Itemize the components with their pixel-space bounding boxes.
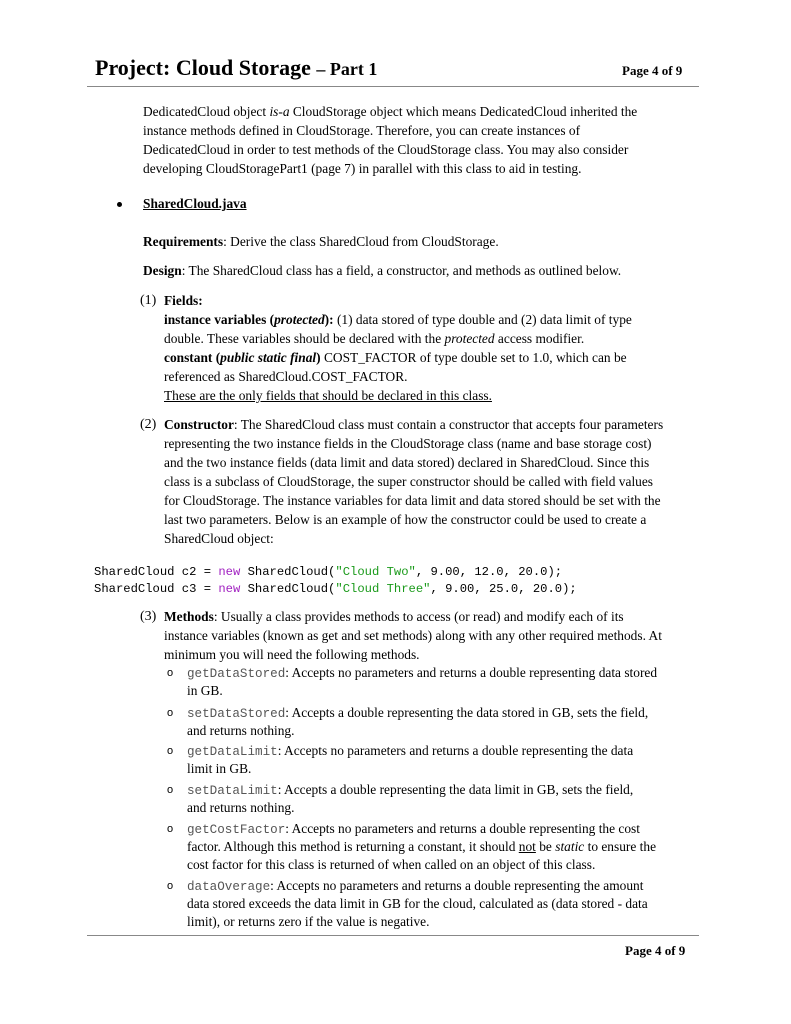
method-item-setDataLimit-cont: and returns nothing. [187,800,295,815]
methods-number: (3) [140,609,157,624]
method-item-dataOverage: dataOverage: Accepts no parameters and returns a double representing the amount [187,878,644,894]
code-line-c3: SharedCloud c3 = new SharedCloud("Cloud Three", 9.00, 25.0, 20.0); [94,582,577,596]
fields-line-5: These are the only fields that should be declared in this class. [164,388,492,403]
fields-line-3: constant (public static final) COST_FACTOR of type double set to 1.0, which can be [164,350,627,365]
method-item-setDataStored: setDataStored: Accepts a double representing the data stored in GB, sets the field, [187,705,649,721]
requirements-line: Requirements: Derive the class SharedCloud from CloudStorage. [143,234,499,249]
intro-line-2: instance methods defined in CloudStorage. Therefore, you can create instances of [143,123,581,138]
method-item-getDataLimit-cont: limit in GB. [187,761,252,776]
method-item-dataOverage-cont-2: limit), or returns zero if the value is negative. [187,914,430,929]
list-bullet: o [167,745,174,757]
intro-line-4: developing CloudStoragePart1 (page 7) in parallel with this class to aid in testing. [143,161,582,176]
section-bullet [117,202,122,207]
method-item-setDataStored-cont: and returns nothing. [187,723,295,738]
method-item-getCostFactor-cont-1: factor. Although this method is returning a constant, it should not be static to ensure the [187,839,657,854]
page-title-part: – Part 1 [316,59,378,79]
methods-line-1: Methods: Usually a class provides methods to access (or read) and modify each of its [164,609,624,624]
constructor-line-5: for CloudStorage. The instance variables for data limit and data stored should be set with the [164,493,661,508]
fields-number: (1) [140,293,157,308]
list-bullet: o [167,667,174,679]
design-line: Design: The SharedCloud class has a field, a constructor, and methods as outlined below. [143,263,622,278]
page-title: Project: Cloud Storage – Part 1 [95,55,378,80]
method-item-getDataStored-cont: in GB. [187,683,223,698]
method-item-getDataLimit: getDataLimit: Accepts no parameters and returns a double representing the data [187,743,634,759]
header-rule [87,86,699,87]
constructor-line-6: last two parameters. Below is an example of how the constructor could be used to create a [164,512,647,527]
footer-rule [87,935,699,936]
fields-line-1: instance variables (protected): (1) data stored of type double and (2) data limit of type [164,312,632,327]
method-item-setDataLimit: setDataLimit: Accepts a double representing the data limit in GB, sets the field, [187,782,634,798]
constructor-line-2: representing the two instance fields in the CloudStorage class (name and base storage cost) [164,436,652,451]
code-line-c2: SharedCloud c2 = new SharedCloud("Cloud Two", 9.00, 12.0, 20.0); [94,565,563,579]
method-item-getCostFactor: getCostFactor: Accepts no parameters and returns a double representing the cost [187,821,640,837]
method-item-dataOverage-cont-1: data stored exceeds the data limit in GB for the cloud, calculated as (data stored - data [187,896,648,911]
keyword-new: new [218,565,241,579]
constructor-line-1: Constructor: The SharedCloud class must contain a constructor that accepts four parameters [164,417,664,432]
constructor-line-3: and the two instance fields (data limit and data stored) declared in SharedCloud. Since this [164,455,650,470]
fields-heading: Fields: [164,293,203,308]
string-literal: "Cloud Two" [335,565,416,579]
intro-line-1: DedicatedCloud object is-a CloudStorage object which means DedicatedCloud inherited the [143,104,638,119]
constructor-number: (2) [140,417,157,432]
method-item-getCostFactor-cont-2: cost factor for this class is returned of when called on an object of this class. [187,857,596,872]
list-bullet: o [167,823,174,835]
methods-line-2: instance variables (known as get and set methods) along with any other required methods. At [164,628,662,643]
string-literal: "Cloud Three" [335,582,431,596]
list-bullet: o [167,707,174,719]
footer-page-number: Page 4 of 9 [625,943,686,958]
list-bullet: o [167,784,174,796]
method-item-getDataStored: getDataStored: Accepts no parameters and returns a double representing data stored [187,665,658,681]
keyword-new: new [218,582,241,596]
intro-line-3: DedicatedCloud in order to test methods of the CloudStorage class. You may also consider [143,142,629,157]
methods-line-3: minimum you will need the following methods. [164,647,420,662]
constructor-line-7: SharedCloud object: [164,531,274,546]
list-bullet: o [167,880,174,892]
section-filename: SharedCloud.java [143,196,247,211]
fields-line-4: referenced as SharedCloud.COST_FACTOR. [164,369,408,384]
constructor-line-4: class is a subclass of CloudStorage, the super constructor should be called with field values [164,474,654,489]
fields-line-2: double. These variables should be declared with the protected access modifier. [164,331,585,346]
header-page-number: Page 4 of 9 [622,63,683,78]
